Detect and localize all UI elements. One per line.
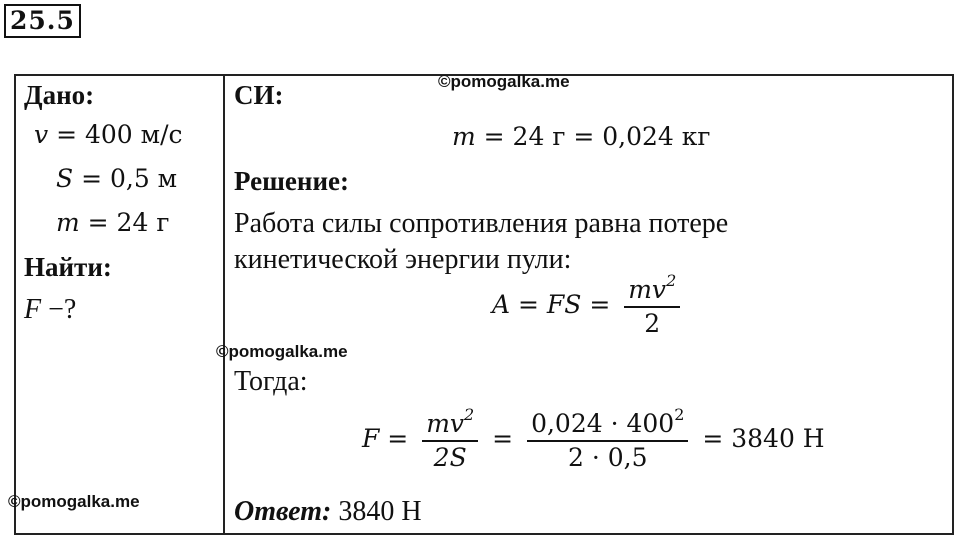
then-label: Тогда:: [234, 366, 308, 397]
formula-work-energy: A = FS = $\frac{mv^2}{2}$: [492, 276, 686, 337]
fraction-numeric: $\frac{0,024 \cdot 400^2}{2 \cdot 0,5}$: [527, 410, 688, 471]
column-divider: [223, 76, 225, 533]
find-value: F −?: [24, 294, 77, 325]
si-conversion: m = 24 г = 0,024 кг: [452, 122, 711, 151]
given-velocity: v = 400 м/с: [34, 120, 183, 149]
fraction: $\frac{mv^2}{2}$: [624, 276, 680, 337]
given-mass: m = 24 г: [56, 208, 170, 237]
given-distance: S = 0,5 м: [56, 164, 178, 193]
solution-table: [14, 74, 954, 535]
watermark: ©pomogalka.me: [8, 492, 140, 511]
si-heading: СИ:: [234, 80, 284, 110]
solution-heading: Решение:: [234, 166, 349, 196]
fraction-symbolic: $\frac{mv^2}{2S}$: [422, 410, 478, 471]
problem-number: 25.5: [4, 4, 81, 38]
formula-force: F = $\frac{mv^2}{2S}$ = $\frac{0,024 \cdot 400^2}{2 \cdot 0,5}$ = 3840 Н: [362, 405, 825, 472]
solution-text-line1: Работа силы сопротивления равна потере: [234, 208, 729, 239]
given-heading: Дано:: [24, 80, 95, 110]
solution-text-line2: кинетической энергии пули:: [234, 244, 572, 275]
watermark: ©pomogalka.me: [438, 72, 570, 91]
watermark: ©pomogalka.me: [216, 342, 348, 361]
answer: Ответ: 3840 Н: [234, 496, 422, 527]
find-heading: Найти:: [24, 252, 112, 282]
